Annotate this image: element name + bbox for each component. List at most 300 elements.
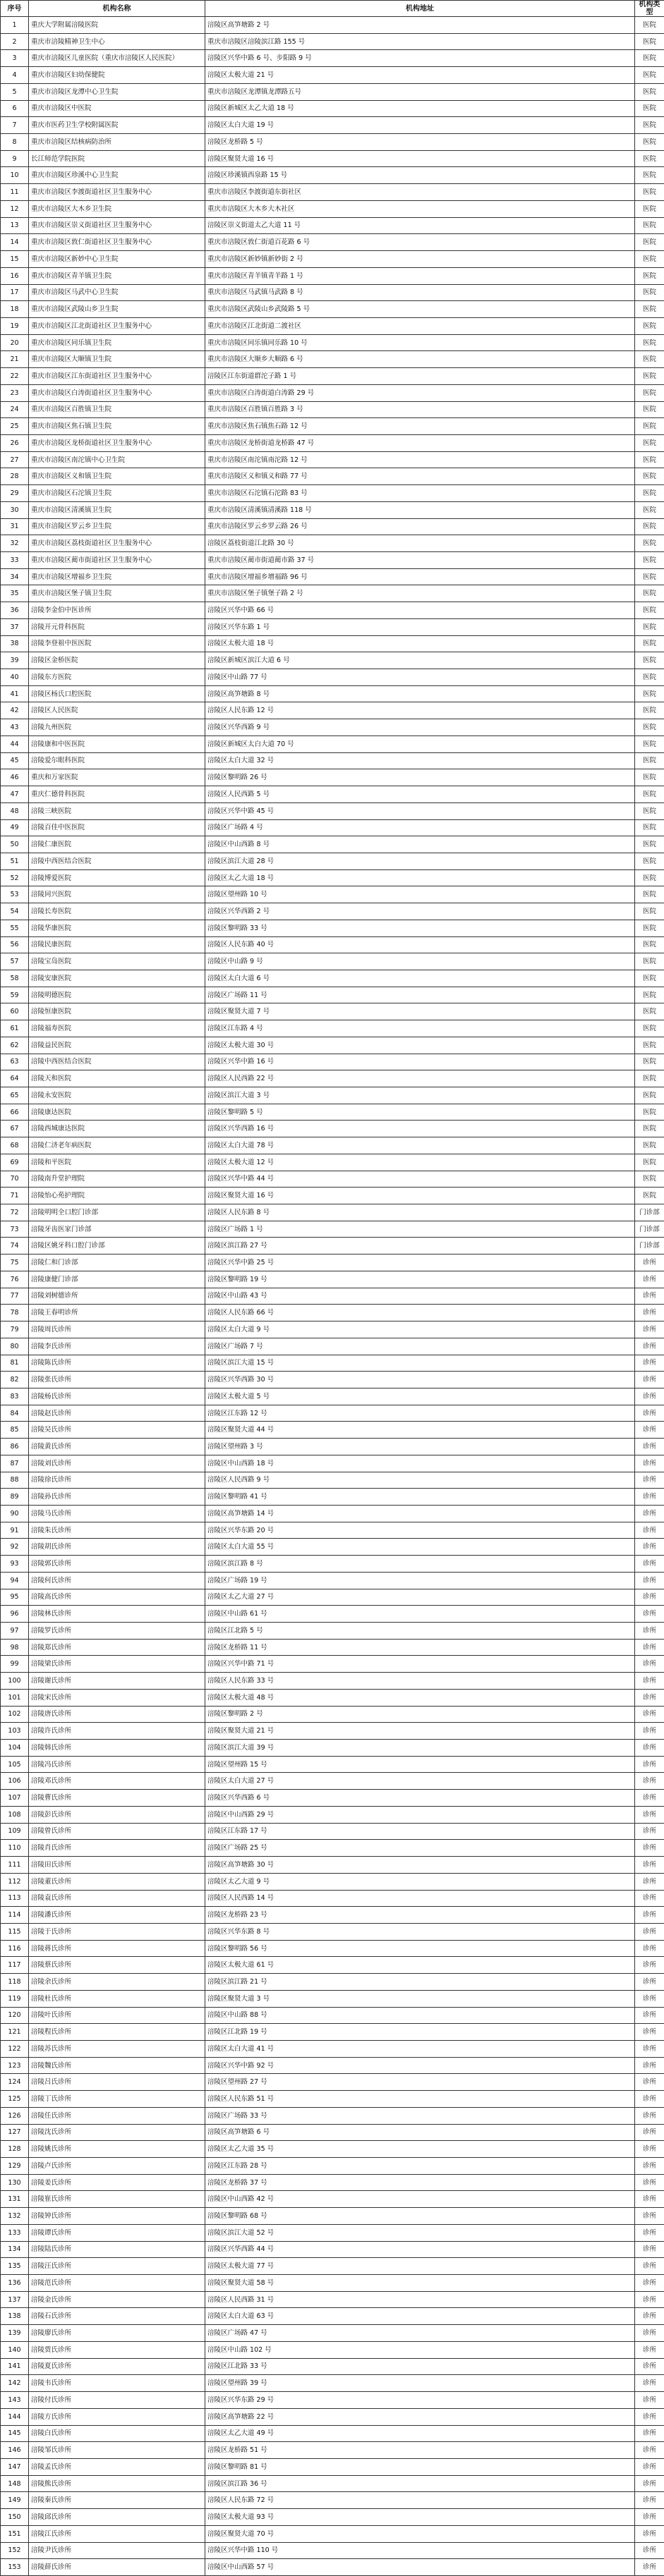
row-number: 150 <box>1 2509 29 2526</box>
institution-type: 医院 <box>635 853 664 869</box>
institution-type: 医院 <box>635 1070 664 1087</box>
institution-type: 诊所 <box>635 1656 664 1673</box>
institution-address: 重庆市涪陵区武陵山乡武陵路 5 号 <box>205 301 635 318</box>
institution-type: 医院 <box>635 685 664 702</box>
row-number: 28 <box>1 468 29 485</box>
row-number: 20 <box>1 334 29 351</box>
row-number: 96 <box>1 1606 29 1623</box>
row-number: 72 <box>1 1204 29 1221</box>
table-row <box>1 1020 664 1037</box>
row-number: 142 <box>1 2375 29 2392</box>
row-number: 93 <box>1 1556 29 1573</box>
institution-address: 重庆市涪陵区义和镇义和路 77 号 <box>205 468 635 485</box>
institution-name: 涪陵谭氏诊所 <box>29 2224 205 2241</box>
header-row <box>1 1 664 17</box>
institution-name: 涪陵怡心苑护理院 <box>29 1188 205 1204</box>
table-row <box>1 2408 664 2425</box>
institution-name: 涪陵胡氏诊所 <box>29 1539 205 1556</box>
institution-address: 涪陵区人民东路 33 号 <box>205 1673 635 1690</box>
row-number: 77 <box>1 1288 29 1305</box>
institution-type: 医院 <box>635 987 664 1003</box>
table-row <box>1 1740 664 1757</box>
row-number: 23 <box>1 384 29 401</box>
table-row <box>1 2241 664 2258</box>
institution-name: 涪陵郭氏诊所 <box>29 1556 205 1573</box>
institution-address: 涪陵区人民东路 51 号 <box>205 2091 635 2108</box>
institution-name: 涪陵魏氏诊所 <box>29 2057 205 2074</box>
row-number: 37 <box>1 618 29 635</box>
institution-type: 医院 <box>635 418 664 435</box>
institution-type: 医院 <box>635 769 664 786</box>
table-row <box>1 652 664 669</box>
institution-address: 涪陵区人民西路 14 号 <box>205 1890 635 1907</box>
institution-type: 医院 <box>635 1171 664 1188</box>
institution-name: 涪陵区人民医院 <box>29 702 205 719</box>
row-number: 74 <box>1 1238 29 1255</box>
table-row <box>1 2275 664 2292</box>
institution-address: 涪陵区兴华西路 16 号 <box>205 1121 635 1137</box>
row-number: 143 <box>1 2392 29 2409</box>
table-row <box>1 1489 664 1506</box>
institution-type: 医院 <box>635 401 664 418</box>
header-address: 机构地址 <box>205 1 635 17</box>
institution-address: 涪陵区珍溪镇西泉路 15 号 <box>205 167 635 184</box>
table-row <box>1 568 664 585</box>
institution-address: 涪陵区滨江路 21 号 <box>205 1974 635 1991</box>
row-number: 95 <box>1 1589 29 1606</box>
table-row <box>1 1706 664 1723</box>
institution-name: 涪陵方氏诊所 <box>29 2408 205 2425</box>
institution-type: 医院 <box>635 284 664 301</box>
institution-address: 涪陵区新城区滨江大道 6 号 <box>205 652 635 669</box>
institution-address: 涪陵区新城区太乙大道 18 号 <box>205 100 635 117</box>
table-row <box>1 1940 664 1957</box>
institution-type: 诊所 <box>635 2475 664 2492</box>
row-number: 88 <box>1 1472 29 1489</box>
institution-name: 涪陵康健门诊部 <box>29 1271 205 1288</box>
row-number: 19 <box>1 317 29 334</box>
institution-type: 医院 <box>635 869 664 886</box>
institution-address: 涪陵区广场路 47 号 <box>205 2325 635 2342</box>
table-row <box>1 2091 664 2108</box>
institution-name: 涪陵天和医院 <box>29 1070 205 1087</box>
institution-type: 医院 <box>635 786 664 803</box>
institution-name: 重庆市医药卫生学校附属医院 <box>29 117 205 134</box>
institution-address: 涪陵区兴华西路 2 号 <box>205 903 635 920</box>
institution-name: 重庆市涪陵精神卫生中心 <box>29 33 205 50</box>
row-number: 65 <box>1 1087 29 1104</box>
row-number: 2 <box>1 33 29 50</box>
institution-address: 涪陵区聚贤大道 21 号 <box>205 1723 635 1740</box>
row-number: 3 <box>1 50 29 67</box>
institution-address: 涪陵区广场路 1 号 <box>205 1221 635 1238</box>
institution-name: 涪陵陈氏诊所 <box>29 1355 205 1372</box>
institution-name: 涪陵赵氏诊所 <box>29 1405 205 1422</box>
table-row <box>1 1723 664 1740</box>
row-number: 52 <box>1 869 29 886</box>
institution-name: 涪陵宝岛医院 <box>29 953 205 970</box>
table-row <box>1 1171 664 1188</box>
institution-name: 涪陵永安医院 <box>29 1087 205 1104</box>
institution-type: 医院 <box>635 1121 664 1137</box>
row-number: 80 <box>1 1338 29 1355</box>
row-number: 6 <box>1 100 29 117</box>
institution-address: 重庆市涪陵区清溪镇清溪路 118 号 <box>205 501 635 518</box>
table-row <box>1 217 664 234</box>
row-number: 31 <box>1 518 29 535</box>
institution-type: 诊所 <box>635 2040 664 2057</box>
table-row <box>1 1823 664 1840</box>
institution-address: 涪陵区聚贤大道 58 号 <box>205 2275 635 2292</box>
row-number: 21 <box>1 351 29 368</box>
institution-address: 涪陵区人民东路 40 号 <box>205 936 635 953</box>
institution-type: 诊所 <box>635 1321 664 1338</box>
institution-address: 涪陵区兴华中路 66 号 <box>205 602 635 619</box>
institution-type: 医院 <box>635 368 664 385</box>
institution-address: 涪陵区江东街道群沱子路 1 号 <box>205 368 635 385</box>
institution-name: 涪陵黄氏诊所 <box>29 1439 205 1455</box>
institution-name: 重庆市涪陵区同乐镇卫生院 <box>29 334 205 351</box>
institution-address: 涪陵区太乙大道 18 号 <box>205 869 635 886</box>
institution-type: 诊所 <box>635 2341 664 2358</box>
table-row <box>1 1455 664 1472</box>
table-row <box>1 2191 664 2208</box>
table-row <box>1 618 664 635</box>
institution-type: 诊所 <box>635 2392 664 2409</box>
institution-address: 涪陵区新城区太白大道 70 号 <box>205 735 635 752</box>
institution-address: 涪陵区兴华中路 110 号 <box>205 2542 635 2559</box>
institution-type: 诊所 <box>635 2408 664 2425</box>
table-row <box>1 1054 664 1070</box>
institution-name: 涪陵曾氏诊所 <box>29 1823 205 1840</box>
institution-type: 诊所 <box>635 1756 664 1773</box>
institution-address: 涪陵区中山路 77 号 <box>205 669 635 686</box>
table-row <box>1 485 664 502</box>
institution-type: 诊所 <box>635 2158 664 2175</box>
institution-address: 涪陵区人民东路 12 号 <box>205 702 635 719</box>
row-number: 84 <box>1 1405 29 1422</box>
table-row <box>1 384 664 401</box>
row-number: 99 <box>1 1656 29 1673</box>
institution-address: 涪陵区聚贤大道 70 号 <box>205 2525 635 2542</box>
institution-address: 涪陵区兴华东路 29 号 <box>205 2392 635 2409</box>
table-row <box>1 1188 664 1204</box>
row-number: 110 <box>1 1840 29 1857</box>
table-row <box>1 1154 664 1171</box>
institution-address: 涪陵区广场路 25 号 <box>205 1840 635 1857</box>
institution-address: 涪陵区太极大道 30 号 <box>205 1037 635 1054</box>
table-row <box>1 2040 664 2057</box>
row-number: 97 <box>1 1623 29 1640</box>
institution-name: 涪陵熊氏诊所 <box>29 2475 205 2492</box>
header-name: 机构名称 <box>29 1 205 17</box>
row-number: 9 <box>1 150 29 167</box>
table-row <box>1 2291 664 2308</box>
institution-name: 涪陵刘氏诊所 <box>29 1455 205 1472</box>
institution-type: 医院 <box>635 936 664 953</box>
institution-type: 诊所 <box>635 2458 664 2475</box>
institution-type: 诊所 <box>635 1923 664 1940</box>
row-number: 24 <box>1 401 29 418</box>
institution-type: 诊所 <box>635 1974 664 1991</box>
institution-type: 诊所 <box>635 1673 664 1690</box>
institution-type: 医院 <box>635 1137 664 1154</box>
institution-address: 涪陵区高笋塘路 2 号 <box>205 17 635 34</box>
institution-type: 诊所 <box>635 1840 664 1857</box>
row-number: 130 <box>1 2174 29 2191</box>
table-row <box>1 1639 664 1656</box>
institution-address: 涪陵区龙桥路 5 号 <box>205 134 635 151</box>
institution-address: 涪陵区兴华西路 44 号 <box>205 2241 635 2258</box>
institution-address: 涪陵区高笋塘路 6 号 <box>205 2124 635 2141</box>
row-number: 104 <box>1 1740 29 1757</box>
institution-address: 涪陵区滨江路 27 号 <box>205 1238 635 1255</box>
institution-name: 涪陵卢氏诊所 <box>29 2158 205 2175</box>
table-row <box>1 501 664 518</box>
institution-type: 医院 <box>635 334 664 351</box>
institution-address: 重庆市涪陵区李渡街道东街社区 <box>205 184 635 201</box>
institution-type: 诊所 <box>635 1589 664 1606</box>
institution-name: 涪陵夏氏诊所 <box>29 2358 205 2375</box>
institution-name: 涪陵南升堂护理院 <box>29 1171 205 1188</box>
institution-address: 涪陵区中山西路 29 号 <box>205 1806 635 1823</box>
row-number: 11 <box>1 184 29 201</box>
table-row <box>1 50 664 67</box>
row-number: 112 <box>1 1873 29 1890</box>
row-number: 134 <box>1 2241 29 2258</box>
institution-name: 涪陵袁氏诊所 <box>29 1890 205 1907</box>
institution-address: 重庆市涪陵区涪陵滨江路 155 号 <box>205 33 635 50</box>
row-number: 55 <box>1 920 29 936</box>
institution-type: 诊所 <box>635 1439 664 1455</box>
institution-address: 涪陵区黎明路 2 号 <box>205 1706 635 1723</box>
table-row <box>1 1137 664 1154</box>
institution-type: 诊所 <box>635 1422 664 1439</box>
institution-address: 涪陵区聚贤大道 44 号 <box>205 1422 635 1439</box>
table-row <box>1 1857 664 1874</box>
row-number: 32 <box>1 535 29 552</box>
row-number: 70 <box>1 1171 29 1188</box>
row-number: 114 <box>1 1907 29 1924</box>
institution-type: 医院 <box>635 518 664 535</box>
institution-address: 涪陵区太白大道 27 号 <box>205 1773 635 1790</box>
institution-address: 涪陵区黎明路 81 号 <box>205 2458 635 2475</box>
row-number: 39 <box>1 652 29 669</box>
institution-name: 涪陵钟氏诊所 <box>29 2208 205 2225</box>
institution-address: 重庆市涪陵区增福乡增福路 96 号 <box>205 568 635 585</box>
table-row <box>1 234 664 251</box>
table-row <box>1 2007 664 2024</box>
table-row <box>1 518 664 535</box>
institution-name: 涪陵高氏诊所 <box>29 1589 205 1606</box>
institution-name: 涪陵刘树德诊所 <box>29 1288 205 1305</box>
institution-type: 诊所 <box>635 1806 664 1823</box>
table-row <box>1 1305 664 1321</box>
institution-name: 重庆市涪陵区儿童医院（重庆市涪陵区人民医院） <box>29 50 205 67</box>
row-number: 41 <box>1 685 29 702</box>
table-row <box>1 2509 664 2526</box>
table-row <box>1 2475 664 2492</box>
institution-name: 重庆市涪陵区江北街道社区卫生服务中心 <box>29 317 205 334</box>
institution-type: 医院 <box>635 618 664 635</box>
institution-name: 涪陵华康医院 <box>29 920 205 936</box>
institution-address: 涪陵区黎明路 26 号 <box>205 769 635 786</box>
institution-address: 重庆市涪陵区龙桥街道龙桥路 47 号 <box>205 434 635 451</box>
row-number: 131 <box>1 2191 29 2208</box>
table-row <box>1 735 664 752</box>
institution-name: 涪陵姜氏诊所 <box>29 2174 205 2191</box>
table-row <box>1 1556 664 1573</box>
row-number: 152 <box>1 2542 29 2559</box>
table-row <box>1 284 664 301</box>
table-row <box>1 2107 664 2124</box>
table-row <box>1 1689 664 1706</box>
institution-address: 涪陵区江北路 19 号 <box>205 2024 635 2041</box>
table-row <box>1 200 664 217</box>
row-number: 54 <box>1 903 29 920</box>
row-number: 94 <box>1 1572 29 1589</box>
table-row <box>1 2559 664 2576</box>
row-number: 12 <box>1 200 29 217</box>
institution-address: 涪陵区黎明路 5 号 <box>205 1104 635 1121</box>
row-number: 127 <box>1 2124 29 2141</box>
institution-name: 涪陵薛氏诊所 <box>29 2559 205 2576</box>
institution-address: 涪陵区崇义街道太乙大道 11 号 <box>205 217 635 234</box>
row-number: 26 <box>1 434 29 451</box>
institution-address: 涪陵区荔枝街道江北路 30 号 <box>205 535 635 552</box>
institution-type: 诊所 <box>635 1773 664 1790</box>
institution-name: 涪陵区金桥医院 <box>29 652 205 669</box>
table-row <box>1 936 664 953</box>
row-number: 27 <box>1 451 29 468</box>
institution-type: 诊所 <box>635 1957 664 1974</box>
institution-name: 重庆市涪陵区焦石镇卫生院 <box>29 418 205 435</box>
institution-address: 涪陵区滨江大道 3 号 <box>205 1087 635 1104</box>
row-number: 146 <box>1 2442 29 2459</box>
institution-type: 医院 <box>635 468 664 485</box>
table-row <box>1 17 664 34</box>
table-row <box>1 786 664 803</box>
row-number: 69 <box>1 1154 29 1171</box>
institution-type: 医院 <box>635 535 664 552</box>
row-number: 107 <box>1 1790 29 1807</box>
table-row <box>1 1405 664 1422</box>
institution-name: 涪陵梁氏诊所 <box>29 1656 205 1673</box>
institution-type: 医院 <box>635 1154 664 1171</box>
table-row <box>1 351 664 368</box>
institution-name: 涪陵任氏诊所 <box>29 2107 205 2124</box>
table-row <box>1 1656 664 1673</box>
row-number: 35 <box>1 585 29 602</box>
institution-name: 涪陵长寿医院 <box>29 903 205 920</box>
institution-name: 涪陵张氏诊所 <box>29 1372 205 1388</box>
institution-type: 诊所 <box>635 2024 664 2041</box>
institution-address: 涪陵区黎明路 33 号 <box>205 920 635 936</box>
row-number: 30 <box>1 501 29 518</box>
institution-type: 医院 <box>635 752 664 769</box>
table-row <box>1 1338 664 1355</box>
institution-type: 诊所 <box>635 2174 664 2191</box>
row-number: 17 <box>1 284 29 301</box>
institution-type: 医院 <box>635 434 664 451</box>
institution-name: 重庆市涪陵区江东街道社区卫生服务中心 <box>29 368 205 385</box>
row-number: 14 <box>1 234 29 251</box>
table-row <box>1 401 664 418</box>
table-row <box>1 836 664 853</box>
institution-address: 涪陵区聚贤大道 3 号 <box>205 1990 635 2007</box>
institution-address: 涪陵区龙桥路 51 号 <box>205 2442 635 2459</box>
table-row <box>1 251 664 268</box>
institution-name: 重庆市涪陵区荔枝街道社区卫生服务中心 <box>29 535 205 552</box>
institution-name: 涪陵中西医结合医院 <box>29 1054 205 1070</box>
institution-type: 诊所 <box>635 1940 664 1957</box>
row-number: 113 <box>1 1890 29 1907</box>
institution-address: 涪陵区人民东路 8 号 <box>205 1204 635 1221</box>
institution-address: 涪陵区广场路 11 号 <box>205 987 635 1003</box>
table-row <box>1 2341 664 2358</box>
table-row <box>1 1756 664 1773</box>
table-row <box>1 987 664 1003</box>
row-number: 120 <box>1 2007 29 2024</box>
institution-name: 涪陵李金伯中医诊所 <box>29 602 205 619</box>
institution-name: 涪陵邓氏诊所 <box>29 1773 205 1790</box>
institution-type: 医院 <box>635 33 664 50</box>
table-row <box>1 719 664 736</box>
institution-type: 诊所 <box>635 1556 664 1573</box>
row-number: 92 <box>1 1539 29 1556</box>
institution-name: 涪陵杨氏诊所 <box>29 1388 205 1405</box>
table-row <box>1 301 664 318</box>
institution-address: 重庆市涪陵区蔺市街道蔺市路 37 号 <box>205 552 635 569</box>
institution-name: 涪陵百佳中医医院 <box>29 819 205 836</box>
institution-name: 涪陵余氏诊所 <box>29 1974 205 1991</box>
institution-type: 诊所 <box>635 1288 664 1305</box>
institution-name: 涪陵和平医院 <box>29 1154 205 1171</box>
institution-name: 重庆市涪陵区妇幼保健院 <box>29 67 205 84</box>
institution-name: 涪陵何氏诊所 <box>29 1572 205 1589</box>
institution-name: 涪陵马氏诊所 <box>29 1505 205 1522</box>
institution-type: 诊所 <box>635 2291 664 2308</box>
institution-address: 重庆市涪陵区大木乡大木社区 <box>205 200 635 217</box>
row-number: 60 <box>1 1003 29 1020</box>
institution-name: 重庆市涪陵区增福乡卫生院 <box>29 568 205 585</box>
institution-address: 涪陵区太乙大道 49 号 <box>205 2425 635 2442</box>
institution-address: 涪陵区中山西路 8 号 <box>205 836 635 853</box>
row-number: 147 <box>1 2458 29 2475</box>
institution-address: 涪陵区太乙大道 9 号 <box>205 1873 635 1890</box>
row-number: 16 <box>1 267 29 284</box>
institution-name: 重庆市涪陵区大顺镇卫生院 <box>29 351 205 368</box>
row-number: 87 <box>1 1455 29 1472</box>
institution-type: 诊所 <box>635 1472 664 1489</box>
institution-type: 医院 <box>635 669 664 686</box>
institution-type: 诊所 <box>635 1388 664 1405</box>
table-row <box>1 2224 664 2241</box>
table-row <box>1 1221 664 1238</box>
institution-name: 涪陵韩氏诊所 <box>29 1740 205 1757</box>
institution-name: 涪陵于氏诊所 <box>29 1923 205 1940</box>
institution-address: 重庆市涪陵区龙潭镇龙潭路五号 <box>205 83 635 100</box>
institution-name: 重庆市涪陵区青羊镇卫生院 <box>29 267 205 284</box>
table-row <box>1 1087 664 1104</box>
table-row <box>1 2057 664 2074</box>
table-row <box>1 953 664 970</box>
institution-type: 医院 <box>635 635 664 652</box>
table-row <box>1 1790 664 1807</box>
table-row <box>1 267 664 284</box>
institution-address: 涪陵区高笋塘路 22 号 <box>205 2408 635 2425</box>
institution-type: 医院 <box>635 200 664 217</box>
